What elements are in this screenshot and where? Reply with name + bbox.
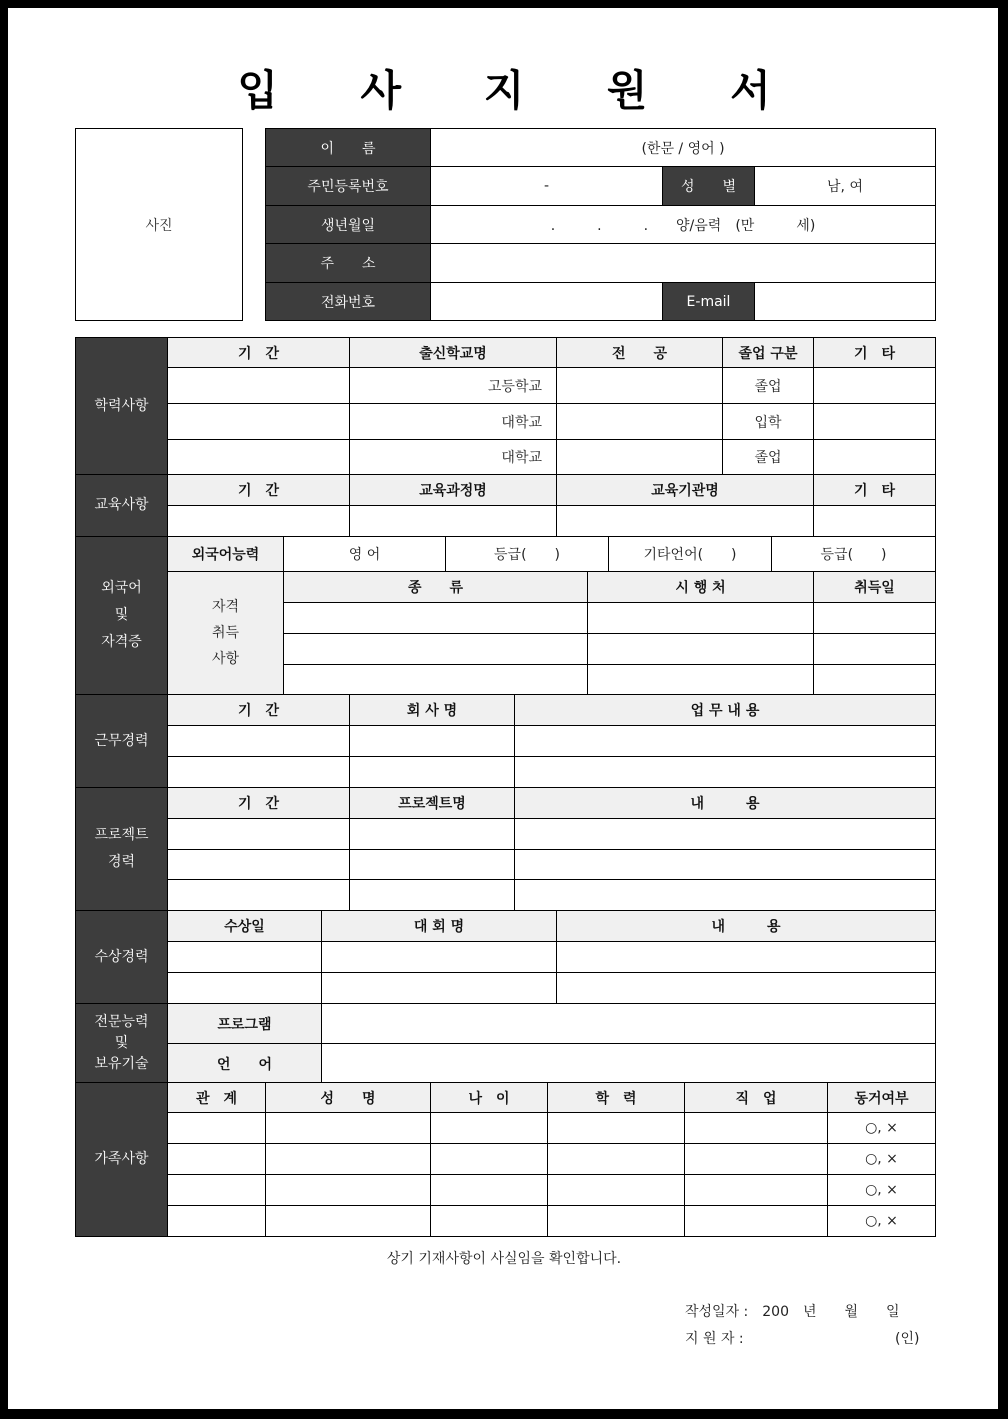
family-job-cell[interactable] — [685, 1175, 828, 1206]
education-table — [75, 337, 936, 475]
training-header-course: 교육과정명 — [350, 475, 557, 506]
cert-issuer-cell[interactable] — [588, 634, 814, 665]
rrn-label: 주민등록번호 — [266, 167, 431, 206]
english-grade-cell[interactable]: 등급( ) — [446, 537, 609, 572]
language-section-line: 및 — [114, 607, 129, 623]
cert-date-cell[interactable] — [814, 603, 936, 634]
project-section-line: 프로젝트 — [94, 827, 149, 843]
family-name-cell[interactable] — [266, 1144, 431, 1175]
project-content-cell[interactable] — [515, 850, 936, 880]
family-age-cell[interactable] — [431, 1206, 548, 1237]
family-age-cell[interactable] — [431, 1113, 548, 1144]
family-header-job: 직 업 — [685, 1083, 828, 1113]
family-job-cell[interactable] — [685, 1206, 828, 1237]
awards-header-competition: 대 회 명 — [322, 911, 557, 942]
family-table — [75, 1082, 936, 1237]
cert-label-line: 취득 — [211, 625, 240, 641]
training-etc-cell[interactable] — [814, 506, 936, 537]
career-company-cell[interactable] — [350, 757, 515, 788]
cert-issuer-cell[interactable] — [588, 665, 814, 695]
family-header-age: 나 이 — [431, 1083, 548, 1113]
education-etc-cell[interactable] — [814, 440, 936, 475]
english-cell[interactable]: 영 어 — [284, 537, 446, 572]
family-name-cell[interactable] — [266, 1175, 431, 1206]
project-period-cell[interactable] — [168, 850, 350, 880]
career-duties-cell[interactable] — [515, 757, 936, 788]
career-header-duties: 업 무 내 용 — [515, 695, 936, 726]
education-status-cell[interactable]: 졸업 — [723, 440, 814, 475]
cert-type-cell[interactable] — [284, 665, 588, 695]
project-content-cell[interactable] — [515, 880, 936, 911]
education-status-cell[interactable]: 졸업 — [723, 368, 814, 404]
seal-mark: (인) — [895, 1331, 920, 1347]
career-period-cell[interactable] — [168, 757, 350, 788]
family-age-cell[interactable] — [431, 1175, 548, 1206]
training-course-cell[interactable] — [350, 506, 557, 537]
email-label: E-mail — [663, 283, 755, 321]
project-table — [75, 787, 936, 911]
training-header-period: 기 간 — [168, 475, 350, 506]
awards-date-cell[interactable] — [168, 942, 322, 973]
career-section-label: 근무경력 — [76, 695, 168, 788]
training-institution-cell[interactable] — [557, 506, 814, 537]
project-section-line: 경력 — [107, 854, 136, 870]
address-field[interactable] — [431, 244, 936, 283]
education-section-label: 학력사항 — [76, 338, 168, 475]
gender-field[interactable]: 남, 여 — [755, 167, 936, 206]
cert-header-issuer: 시 행 처 — [588, 572, 814, 603]
family-header-relation: 관 계 — [168, 1083, 266, 1113]
education-etc-cell[interactable] — [814, 368, 936, 404]
cert-date-cell[interactable] — [814, 634, 936, 665]
awards-competition-cell[interactable] — [322, 973, 557, 1004]
project-period-cell[interactable] — [168, 819, 350, 850]
family-cohabit-cell[interactable]: ○, × — [828, 1113, 936, 1144]
family-job-cell[interactable] — [685, 1113, 828, 1144]
skills-section-label — [76, 1004, 168, 1084]
education-header-status: 졸업 구분 — [723, 338, 814, 368]
family-education-cell[interactable] — [548, 1113, 685, 1144]
family-education-cell[interactable] — [548, 1175, 685, 1206]
cert-header-type: 종 류 — [284, 572, 588, 603]
awards-header-content: 내 용 — [557, 911, 936, 942]
training-section-label: 교육사항 — [76, 475, 168, 537]
rrn-field[interactable]: - — [431, 167, 663, 206]
training-header-institution: 교육기관명 — [557, 475, 814, 506]
career-table — [75, 694, 936, 788]
phone-field[interactable] — [431, 283, 663, 321]
education-major-cell[interactable] — [557, 440, 723, 475]
family-relation-cell[interactable] — [168, 1113, 266, 1144]
project-content-cell[interactable] — [515, 819, 936, 850]
training-header-etc: 기 타 — [814, 475, 936, 506]
career-period-cell[interactable] — [168, 726, 350, 757]
career-duties-cell[interactable] — [515, 726, 936, 757]
personal-info-table — [265, 128, 936, 321]
cert-type-cell[interactable] — [284, 634, 588, 665]
project-section-label — [76, 788, 168, 911]
education-school-cell[interactable]: 대학교 — [350, 440, 557, 475]
language-cert-table — [75, 536, 936, 695]
awards-table — [75, 910, 936, 1004]
cert-label-line: 자격 — [211, 599, 240, 615]
email-field[interactable] — [755, 283, 936, 321]
cert-header-date: 취득일 — [814, 572, 936, 603]
education-status-cell[interactable]: 입학 — [723, 404, 814, 440]
cert-label — [168, 572, 284, 695]
family-cohabit-cell[interactable]: ○, × — [828, 1175, 936, 1206]
project-name-cell[interactable] — [350, 819, 515, 850]
education-school-cell[interactable]: 대학교 — [350, 404, 557, 440]
education-etc-cell[interactable] — [814, 404, 936, 440]
project-header-name: 프로젝트명 — [350, 788, 515, 819]
training-period-cell[interactable] — [168, 506, 350, 537]
awards-header-date: 수상일 — [168, 911, 322, 942]
program-label: 프로그램 — [168, 1004, 322, 1044]
education-header-etc: 기 타 — [814, 338, 936, 368]
family-relation-cell[interactable] — [168, 1144, 266, 1175]
language-ability-label: 외국어능력 — [168, 537, 284, 572]
skills-section-line: 전문능력 — [94, 1014, 149, 1030]
cert-issuer-cell[interactable] — [588, 603, 814, 634]
education-period-cell[interactable] — [168, 404, 350, 440]
family-relation-cell[interactable] — [168, 1206, 266, 1237]
family-age-cell[interactable] — [431, 1144, 548, 1175]
confirm-statement: 상기 기재사항이 사실임을 확인합니다. — [386, 1251, 622, 1267]
programming-language-label: 언 어 — [168, 1044, 322, 1084]
cert-label-line: 사항 — [211, 651, 240, 667]
family-education-cell[interactable] — [548, 1144, 685, 1175]
education-header-period: 기 간 — [168, 338, 350, 368]
language-section-line: 자격증 — [101, 634, 142, 650]
family-job-cell[interactable] — [685, 1144, 828, 1175]
language-section-label — [76, 537, 168, 695]
address-label: 주 소 — [266, 244, 431, 283]
career-company-cell[interactable] — [350, 726, 515, 757]
skills-section-line: 및 — [114, 1035, 129, 1051]
page-title: 입 사 지 원 서 — [237, 66, 805, 115]
project-period-cell[interactable] — [168, 880, 350, 911]
training-table — [75, 474, 936, 537]
education-major-cell[interactable] — [557, 404, 723, 440]
language-section-line: 외국어 — [101, 580, 142, 596]
family-name-cell[interactable] — [266, 1113, 431, 1144]
family-section-label: 가족사항 — [76, 1083, 168, 1237]
career-header-company: 회 사 명 — [350, 695, 515, 726]
education-header-school: 출신학교명 — [350, 338, 557, 368]
program-field[interactable] — [322, 1004, 936, 1044]
project-name-cell[interactable] — [350, 850, 515, 880]
photo-label: 사진 — [145, 217, 173, 234]
gender-label: 성 별 — [663, 167, 755, 206]
education-major-cell[interactable] — [557, 368, 723, 404]
awards-content-cell[interactable] — [557, 973, 936, 1004]
education-header-major: 전 공 — [557, 338, 723, 368]
name-label: 이 름 — [266, 129, 431, 167]
birth-label: 생년월일 — [266, 206, 431, 244]
education-period-cell[interactable] — [168, 368, 350, 404]
family-name-cell[interactable] — [266, 1206, 431, 1237]
awards-section-label: 수상경력 — [76, 911, 168, 1004]
other-language-grade-cell[interactable]: 등급( ) — [772, 537, 936, 572]
family-cohabit-cell[interactable]: ○, × — [828, 1144, 936, 1175]
career-header-period: 기 간 — [168, 695, 350, 726]
phone-label: 전화번호 — [266, 283, 431, 321]
cert-date-cell[interactable] — [814, 665, 936, 695]
awards-content-cell[interactable] — [557, 942, 936, 973]
date-line: 작성일자 : 200 년 월 일 — [685, 1304, 900, 1320]
family-header-name: 성 명 — [266, 1083, 431, 1113]
skills-section-line: 보유기술 — [94, 1056, 149, 1072]
other-language-cell[interactable]: 기타언어( ) — [609, 537, 772, 572]
photo-box[interactable] — [75, 128, 243, 321]
project-header-period: 기 간 — [168, 788, 350, 819]
birth-field[interactable]: . . . 양/음력 (만 세) — [431, 206, 936, 244]
cert-type-cell[interactable] — [284, 603, 588, 634]
education-school-cell[interactable]: 고등학교 — [350, 368, 557, 404]
awards-date-cell[interactable] — [168, 973, 322, 1004]
project-header-content: 내 용 — [515, 788, 936, 819]
awards-competition-cell[interactable] — [322, 942, 557, 973]
programming-language-field[interactable] — [322, 1044, 936, 1084]
family-header-cohabit: 동거여부 — [828, 1083, 936, 1113]
education-period-cell[interactable] — [168, 440, 350, 475]
family-header-education: 학 력 — [548, 1083, 685, 1113]
family-cohabit-cell[interactable]: ○, × — [828, 1206, 936, 1237]
name-field[interactable]: (한문 / 영어 ) — [431, 129, 936, 167]
applicant-line: 지 원 자 : — [685, 1331, 744, 1347]
family-relation-cell[interactable] — [168, 1175, 266, 1206]
family-education-cell[interactable] — [548, 1206, 685, 1237]
skills-table — [75, 1003, 936, 1084]
project-name-cell[interactable] — [350, 880, 515, 911]
